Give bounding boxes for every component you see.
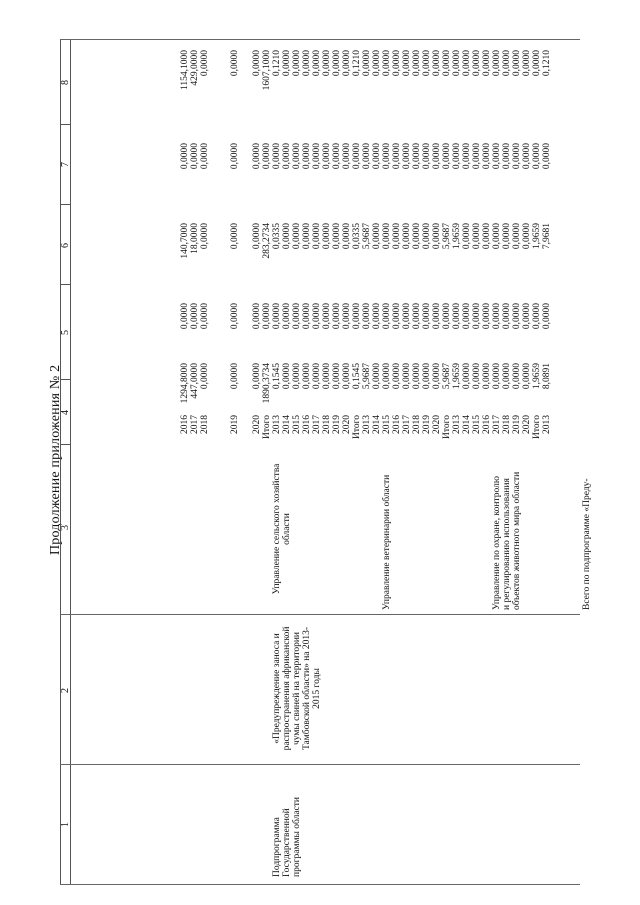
table-cell: 0,0000 — [262, 143, 272, 170]
table-cell: 0,0000 — [180, 143, 190, 170]
table-cell: 2019 — [422, 415, 432, 434]
table-cell: 0,1545 — [352, 363, 362, 390]
table-cell: 2020 — [522, 415, 532, 434]
table-cell: 0,0000 — [522, 303, 532, 330]
table-cell: 2020 — [342, 415, 352, 434]
table-cell: 0,0000 — [402, 363, 412, 390]
table-cell: 1,9659 — [452, 363, 462, 390]
table-cell: 0,0000 — [292, 363, 302, 390]
column-divider — [60, 444, 70, 445]
table-cell: 0,0000 — [312, 143, 322, 170]
table-cell: 0,0335 — [352, 223, 362, 250]
table-cell: 1154,1000 — [180, 50, 190, 91]
table-cell: 0,0000 — [322, 50, 332, 77]
table-cell: 0,0000 — [190, 143, 200, 170]
table-cell: 0,0000 — [402, 50, 412, 77]
table-cell: 0,0000 — [372, 50, 382, 77]
table-cell: 2019 — [512, 415, 522, 434]
table-cell: 0,1545 — [272, 363, 282, 390]
table-cell: 0,0000 — [302, 363, 312, 390]
subprogram-line: распространения африканской — [282, 626, 292, 751]
col4-top-values — [180, 363, 240, 415]
table-cell: 2019 — [230, 415, 240, 434]
column-number-8: 8 — [60, 80, 71, 85]
table-cell: 1,9659 — [532, 363, 542, 390]
table-cell: 0,0000 — [372, 303, 382, 330]
executor-veterinary — [382, 448, 392, 610]
table-cell: 0,0000 — [252, 223, 262, 250]
table-cell: 0,0000 — [322, 363, 332, 390]
table-cell: 0,0000 — [462, 363, 472, 390]
table-cell: 2014 — [462, 415, 472, 434]
column-divider — [60, 284, 70, 285]
table-cell: 2016 — [482, 415, 492, 434]
table-cell: 0,0000 — [252, 303, 262, 330]
table-cell: 0,0000 — [402, 143, 412, 170]
executor-line: Управление ветеринарии области — [382, 474, 392, 610]
table-cell: 0,0000 — [312, 363, 322, 390]
table-cell: 7,9681 — [542, 223, 552, 250]
table-cell: 0,0000 — [492, 363, 502, 390]
table-cell: 0,0000 — [342, 50, 352, 77]
table-cell: 0,0000 — [282, 363, 292, 390]
table-cell: 0,0000 — [402, 303, 412, 330]
table-cell: 5,9687 — [362, 363, 372, 390]
table-cell: 0,0000 — [292, 50, 302, 77]
table-cell: 2018 — [412, 415, 422, 434]
table-cell: 5,9687 — [442, 363, 452, 390]
column-divider — [60, 614, 580, 615]
col5-values — [252, 303, 552, 355]
table-cell: 2017 — [402, 415, 412, 434]
table-cell: 0,0000 — [352, 143, 362, 170]
table-cell: 18,0000 — [190, 223, 200, 254]
table-cell: 0,0000 — [462, 143, 472, 170]
table-cell: 0,0000 — [482, 363, 492, 390]
table-cell: 0,0000 — [512, 303, 522, 330]
executor-line: объектов животного мира области — [512, 471, 522, 610]
column-number-3: 3 — [60, 525, 71, 530]
table-cell: 0,0000 — [252, 143, 262, 170]
years-top-column — [180, 415, 240, 445]
table-cell: 1607,1000 — [262, 50, 272, 91]
table-cell: 0,0000 — [392, 223, 402, 250]
table-cell: 0,0000 — [200, 143, 210, 170]
table-cell: 0,0000 — [272, 143, 282, 170]
table-cell: 2017 — [492, 415, 502, 434]
table-cell: Итого — [442, 415, 452, 440]
table-cell: 0,0000 — [382, 303, 392, 330]
table-cell: 2015 — [382, 415, 392, 434]
table-cell: 0,0000 — [180, 303, 190, 330]
table-cell: 0,0335 — [272, 223, 282, 250]
table-cell: 0,0000 — [372, 143, 382, 170]
table-cell: 0,0000 — [492, 143, 502, 170]
table-cell: 0,0000 — [312, 50, 322, 77]
table-cell: 0,0000 — [432, 143, 442, 170]
table-cell: 0,0000 — [332, 223, 342, 250]
column-divider — [60, 204, 70, 205]
col8-top-values — [180, 50, 240, 110]
table-cell: 2014 — [372, 415, 382, 434]
table-cell: 0,0000 — [322, 143, 332, 170]
table-cell: 0,0000 — [502, 50, 512, 77]
appendix-title: Продолжение приложения № 2 — [48, 364, 63, 555]
table-cell: 0,0000 — [482, 143, 492, 170]
table-cell: 0,0000 — [512, 50, 522, 77]
table-cell: 1890,3734 — [262, 363, 272, 404]
col5-top-values — [180, 303, 240, 355]
program-label-line: Государственной — [282, 808, 292, 877]
subprogram-total-label: Всего по подпрограмме «Преду- — [582, 478, 592, 610]
table-cell: 2020 — [252, 415, 262, 434]
table-cell: 2013 — [452, 415, 462, 434]
table-cell: 0,0000 — [452, 143, 462, 170]
table-cell: 0,0000 — [342, 143, 352, 170]
table-cell: 0,0000 — [472, 143, 482, 170]
years-column — [252, 415, 552, 445]
table-cell: 0,0000 — [230, 143, 240, 170]
column-divider — [60, 884, 580, 885]
table-cell: 0,0000 — [422, 363, 432, 390]
table-cell: 0,0000 — [392, 143, 402, 170]
table-cell: 0,0000 — [352, 303, 362, 330]
executor-line: Управление сельского хозяйства — [272, 463, 282, 595]
table-cell: 0,0000 — [230, 50, 240, 77]
table-cell: 0,0000 — [412, 363, 422, 390]
table-cell: 0,0000 — [522, 223, 532, 250]
table-cell: 0,0000 — [332, 143, 342, 170]
table-cell: 0,0000 — [482, 50, 492, 77]
col8-values — [252, 50, 552, 110]
table-cell: 0,0000 — [262, 303, 272, 330]
table-cell: 0,0000 — [372, 363, 382, 390]
table-cell: 0,0000 — [342, 223, 352, 250]
table-cell: 0,0000 — [522, 50, 532, 77]
table-cell: 0,0000 — [442, 50, 452, 77]
table-cell: 0,0000 — [512, 223, 522, 250]
table-cell: 0,0000 — [342, 363, 352, 390]
table-cell: 0,0000 — [532, 143, 542, 170]
col6-top-values — [180, 223, 240, 275]
table-cell: 2016 — [302, 415, 312, 434]
table-cell: 0,0000 — [462, 50, 472, 77]
table-cell: Итого — [532, 415, 542, 440]
table-cell: 0,0000 — [312, 303, 322, 330]
table-cell: 0,0000 — [282, 303, 292, 330]
table-cell: 0,0000 — [502, 303, 512, 330]
table-cell: 2014 — [282, 415, 292, 434]
table-cell: 0,0000 — [332, 363, 342, 390]
rotated-table-sheet — [40, 25, 600, 885]
table-cell: 0,0000 — [542, 143, 552, 170]
table-cell: 0,0000 — [382, 143, 392, 170]
table-cell: 0,0000 — [292, 143, 302, 170]
table-cell: 0,0000 — [272, 303, 282, 330]
table-cell: 0,0000 — [332, 303, 342, 330]
table-cell: 8,0891 — [542, 363, 552, 390]
table-cell: 0,0000 — [452, 303, 462, 330]
table-cell: 0,0000 — [412, 223, 422, 250]
table-cell: 1,9659 — [532, 223, 542, 250]
column-divider — [60, 764, 580, 765]
executor-wildlife — [492, 448, 522, 610]
table-cell: 0,0000 — [292, 223, 302, 250]
table-cell: 0,0000 — [422, 223, 432, 250]
table-cell: 140,7000 — [180, 223, 190, 259]
column-number-4: 4 — [60, 410, 71, 415]
col6-values — [252, 223, 552, 275]
table-cell: 0,0000 — [432, 363, 442, 390]
table-cell: 0,0000 — [422, 143, 432, 170]
table-cell: 2017 — [312, 415, 322, 434]
table-cell: 0,0000 — [502, 143, 512, 170]
table-cell: 0,0000 — [462, 303, 472, 330]
executor-agriculture — [272, 448, 292, 610]
table-cell: 2018 — [502, 415, 512, 434]
table-cell: 0,0000 — [282, 143, 292, 170]
table-cell: Итого — [262, 415, 272, 440]
table-cell: Итого — [352, 415, 362, 440]
table-cell: 2013 — [272, 415, 282, 434]
table-cell: 0,0000 — [230, 303, 240, 330]
table-cell: 0,0000 — [342, 303, 352, 330]
table-cell: 0,0000 — [422, 50, 432, 77]
subprogram-line: 2015 годы — [312, 668, 322, 709]
table-cell: 0,0000 — [362, 143, 372, 170]
column-number-1: 1 — [60, 822, 71, 827]
table-cell: 0,0000 — [200, 363, 210, 390]
table-cell: 0,0000 — [230, 223, 240, 250]
table-cell: 0,0000 — [382, 50, 392, 77]
executor-line: области — [282, 513, 292, 545]
col7-top-values — [180, 143, 240, 195]
column-divider — [60, 379, 70, 380]
table-cell: 2013 — [542, 415, 552, 434]
table-cell: 0,0000 — [332, 50, 342, 77]
column-number-5: 5 — [60, 330, 71, 335]
table-cell: 0,1210 — [542, 50, 552, 77]
table-cell: 0,0000 — [372, 223, 382, 250]
subprogram-line: Тамбовской области» на 2013- — [302, 626, 312, 751]
table-cell: 0,0000 — [302, 50, 312, 77]
table-cell: 2018 — [200, 415, 210, 434]
column-number-2: 2 — [60, 688, 71, 693]
table-cell: 429,0000 — [190, 50, 200, 86]
table-cell: 0,0000 — [432, 303, 442, 330]
table-cell: 0,0000 — [512, 143, 522, 170]
table-cell: 2016 — [180, 415, 190, 434]
table-cell: 0,0000 — [392, 50, 402, 77]
table-cell: 0,0000 — [412, 303, 422, 330]
table-cell: 0,0000 — [200, 50, 210, 77]
table-cell: 0,0000 — [472, 363, 482, 390]
table-cell: 0,0000 — [392, 303, 402, 330]
program-label — [272, 767, 302, 877]
table-cell: 2015 — [472, 415, 482, 434]
table-cell: 0,0000 — [252, 50, 262, 77]
table-cell: 0,0000 — [382, 363, 392, 390]
column-divider — [60, 39, 580, 40]
table-cell: 0,0000 — [252, 363, 262, 390]
table-cell: 1294,8000 — [180, 363, 190, 404]
table-cell: 0,0000 — [412, 143, 422, 170]
table-cell: 0,0000 — [532, 303, 542, 330]
column-number-6: 6 — [60, 243, 71, 248]
table-cell: 0,0000 — [412, 50, 422, 77]
table-cell: 0,0000 — [200, 303, 210, 330]
table-cell: 0,0000 — [522, 363, 532, 390]
table-cell: 2017 — [190, 415, 200, 434]
table-cell: 283,2734 — [262, 223, 272, 259]
table-cell: 0,0000 — [302, 143, 312, 170]
table-cell: 0,0000 — [442, 303, 452, 330]
subprogram-line: чумы свиней на территории — [292, 631, 302, 746]
table-cell: 447,0000 — [190, 363, 200, 399]
table-cell: 0,0000 — [200, 223, 210, 250]
table-cell: 0,0000 — [542, 303, 552, 330]
table-cell: 0,0000 — [322, 303, 332, 330]
table-cell: 0,0000 — [322, 223, 332, 250]
table-cell: 2015 — [292, 415, 302, 434]
col7-values — [252, 143, 552, 195]
subprogram-name — [272, 616, 322, 761]
table-cell: 0,0000 — [462, 223, 472, 250]
table-cell: 2016 — [392, 415, 402, 434]
table-cell: 0,0000 — [282, 223, 292, 250]
subprogram-line: «Предупреждение заноса и — [272, 633, 282, 744]
table-cell: 0,0000 — [432, 50, 442, 77]
table-cell: 2019 — [332, 415, 342, 434]
table-cell: 0,0000 — [190, 303, 200, 330]
table-cell: 0,0000 — [362, 303, 372, 330]
executor-line: Управление по охране, контролю — [492, 476, 502, 610]
table-cell: 0,0000 — [422, 303, 432, 330]
table-cell: 0,0000 — [472, 50, 482, 77]
table-cell: 0,0000 — [472, 223, 482, 250]
table-cell: 1,9659 — [452, 223, 462, 250]
table-cell: 5,9687 — [362, 223, 372, 250]
table-cell: 0,0000 — [312, 223, 322, 250]
table-cell: 0,0000 — [442, 143, 452, 170]
table-cell: 0,0000 — [302, 223, 312, 250]
table-cell: 0,0000 — [362, 50, 372, 77]
table-cell: 0,0000 — [522, 143, 532, 170]
table-cell: 0,0000 — [452, 50, 462, 77]
column-number-7: 7 — [60, 162, 71, 167]
table-cell: 0,0000 — [502, 223, 512, 250]
table-cell: 0,1210 — [352, 50, 362, 77]
table-cell: 0,0000 — [532, 50, 542, 77]
table-cell: 0,0000 — [482, 303, 492, 330]
executor-line: и регулированию использования — [502, 478, 512, 610]
table-cell: 0,0000 — [392, 363, 402, 390]
table-cell: 0,0000 — [402, 223, 412, 250]
table-cell: 0,1210 — [272, 50, 282, 77]
table-cell: 2013 — [362, 415, 372, 434]
column-divider — [60, 124, 70, 125]
table-cell: 0,0000 — [382, 223, 392, 250]
table-cell: 0,0000 — [492, 223, 502, 250]
table-cell: 5,9687 — [442, 223, 452, 250]
table-cell: 0,0000 — [492, 303, 502, 330]
col4-values — [252, 363, 552, 415]
table-cell: 0,0000 — [230, 363, 240, 390]
program-label-line: Подпрограмма — [272, 817, 282, 877]
table-cell: 0,0000 — [282, 50, 292, 77]
table-cell: 0,0000 — [302, 303, 312, 330]
table-cell: 0,0000 — [472, 303, 482, 330]
table-cell: 2018 — [322, 415, 332, 434]
table-cell: 0,0000 — [432, 223, 442, 250]
table-cell: 0,0000 — [502, 363, 512, 390]
table-cell: 0,0000 — [292, 303, 302, 330]
program-label-line: программы области — [292, 797, 302, 877]
table-cell: 0,0000 — [482, 223, 492, 250]
table-cell: 0,0000 — [492, 50, 502, 77]
table-cell: 0,0000 — [512, 363, 522, 390]
table-cell: 2020 — [432, 415, 442, 434]
